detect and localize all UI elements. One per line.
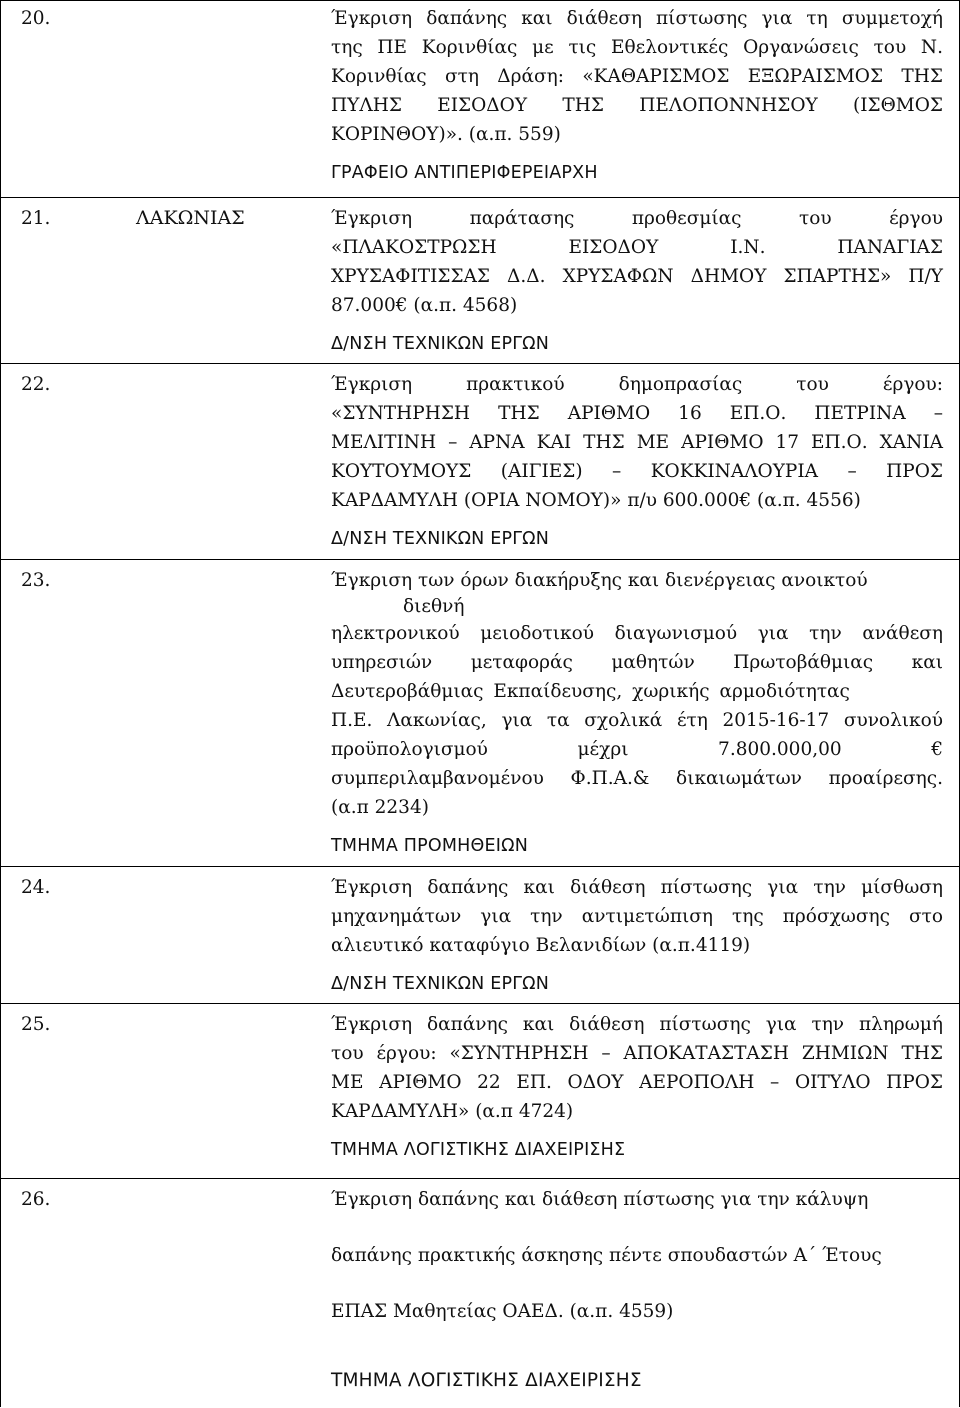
item-number: 25.	[21, 1014, 51, 1035]
item-description-line: Έγκριση πρακτικού δημοπρασίας του έργου:	[331, 374, 943, 395]
item-number: 20.	[21, 8, 51, 29]
agenda-row-23	[1, 560, 959, 867]
item-region	[74, 1, 331, 197]
item-number: 26.	[21, 1189, 51, 1210]
item-description-line: ΚΑΡΔΑΜΥΛΗ» (α.π 4724)	[331, 1101, 574, 1122]
agenda-row-25	[1, 1004, 959, 1179]
item-description-line: ΕΠΑΣ Μαθητείας ΟΑΕΔ. (α.π. 4559)	[331, 1301, 674, 1322]
item-description-line: Έγκριση παράτασης προθεσμίας του έργου	[331, 208, 943, 229]
item-description-line: ΚΑΡΔΑΜΥΛΗ (ΟΡΙΑ ΝΟΜΟΥ)» π/υ 600.000€ (α.π. 4556)	[331, 490, 861, 511]
item-department: ΤΜΗΜΑ ΛΟΓΙΣΤΙΚΗΣ ΔΙΑΧΕΙΡΙΣΗΣ	[331, 1140, 626, 1160]
item-description-line: ΧΡΥΣΑΦΙΤΙΣΣΑΣ Δ.Δ. ΧΡΥΣΑΦΩΝ ΔΗΜΟΥ ΣΠΑΡΤΗΣ» Π/Υ	[331, 266, 943, 287]
item-region	[74, 1179, 331, 1408]
item-body	[331, 1179, 959, 1408]
item-department: Δ/ΝΣΗ ΤΕΧΝΙΚΩΝ ΕΡΓΩΝ	[331, 974, 550, 994]
agenda-row-22	[1, 364, 959, 560]
item-description-line: Έγκριση δαπάνης και διάθεση πίστωσης για την πληρωμή	[331, 1014, 943, 1035]
item-body	[331, 198, 959, 363]
item-description-line: της ΠΕ Κορινθίας με τις Εθελοντικές Οργανώσεις του Ν.	[331, 37, 943, 58]
item-description-line: υπηρεσιών μεταφοράς μαθητών Πρωτοβάθμιας και	[331, 652, 943, 673]
item-number: 23.	[21, 570, 51, 591]
item-department: Δ/ΝΣΗ ΤΕΧΝΙΚΩΝ ΕΡΓΩΝ	[331, 529, 550, 549]
item-body	[331, 560, 959, 866]
item-number: 21.	[21, 208, 51, 229]
item-department: ΤΜΗΜΑ ΠΡΟΜΗΘΕΙΩΝ	[331, 836, 528, 856]
item-description-line: «ΠΛΑΚΟΣΤΡΩΣΗ ΕΙΣΟΔΟΥ Ι.Ν. ΠΑΝΑΓΙΑΣ	[331, 237, 943, 258]
item-description-line: δαπάνης πρακτικής άσκησης πέντε σπουδαστών Α΄ Έτους	[331, 1245, 882, 1266]
item-region	[74, 560, 331, 866]
item-description-line: προϋπολογισμού μέχρι 7.800.000,00 €	[331, 739, 943, 760]
item-department: ΤΜΗΜΑ ΛΟΓΙΣΤΙΚΗΣ ΔΙΑΧΕΙΡΙΣΗΣ	[331, 1370, 642, 1391]
item-number: 22.	[21, 374, 51, 395]
item-description-line: ΚΟΥΤΟΥΜΟΥΣ (ΑΙΓΙΕΣ) – ΚΟΚΚΙΝΑΛΟΥΡΙΑ – ΠΡΟΣ	[331, 461, 943, 482]
item-description-line: διεθνή	[403, 596, 465, 617]
item-region: ΛΑΚΩΝΙΑΣ	[136, 207, 245, 229]
item-body	[331, 1004, 959, 1178]
agenda-row-21	[1, 198, 959, 364]
item-description-line: ηλεκτρονικού μειοδοτικού διαγωνισμού για την ανάθεση	[331, 623, 943, 644]
item-department: Δ/ΝΣΗ ΤΕΧΝΙΚΩΝ ΕΡΓΩΝ	[331, 334, 550, 354]
item-description-line: μηχανημάτων για την αντιμετώπιση της πρόσχωσης στο	[331, 906, 943, 927]
item-description-line: (α.π 2234)	[331, 797, 429, 818]
item-description-line: ΜΕΛΙΤΙΝΗ – ΑΡΝΑ ΚΑΙ ΤΗΣ ΜΕ ΑΡΙΘΜΟ 17 ΕΠ.Ο. ΧΑΝΙΑ	[331, 432, 943, 453]
item-description-line: ΠΥΛΗΣ ΕΙΣΟΔΟΥ ΤΗΣ ΠΕΛΟΠΟΝΝΗΣΟΥ (ΙΣΘΜΟΣ	[331, 95, 943, 116]
item-description-line: ΚΟΡΙΝΘΟΥ)». (α.π. 559)	[331, 124, 561, 145]
agenda-row-24	[1, 867, 959, 1004]
item-region	[74, 867, 331, 1003]
item-description-line: ΜΕ ΑΡΙΘΜΟ 22 ΕΠ. ΟΔΟΥ ΑΕΡΟΠΟΛΗ – ΟΙΤΥΛΟ ΠΡΟΣ	[331, 1072, 943, 1093]
item-description-line: Π.Ε. Λακωνίας, για τα σχολικά έτη 2015-16-17 συνολικού	[331, 710, 943, 731]
item-description-line: Έγκριση δαπάνης και διάθεση πίστωσης για την μίσθωση	[331, 877, 943, 898]
item-department: ΓΡΑΦΕΙΟ ΑΝΤΙΠΕΡΙΦΕΡΕΙΑΡΧΗ	[331, 163, 598, 183]
item-body	[331, 364, 959, 559]
item-body	[331, 1, 959, 197]
agenda-row-26	[1, 1179, 959, 1408]
item-description-line: Δευτεροβάθμιας Εκπαίδευσης, χωρικής αρμοδιότητας	[331, 681, 850, 702]
item-description-line: «ΣΥΝΤΗΡΗΣΗ ΤΗΣ ΑΡΙΘΜΟ 16 ΕΠ.Ο. ΠΕΤΡΙΝΑ –	[331, 403, 943, 424]
item-description-line: Κορινθίας στη Δράση: «ΚΑΘΑΡΙΣΜΟΣ ΕΞΩΡΑΙΣΜΟΣ ΤΗΣ	[331, 66, 943, 87]
item-region	[74, 364, 331, 559]
item-description-line: Έγκριση δαπάνης και διάθεση πίστωσης για τη συμμετοχή	[331, 8, 943, 29]
item-description-line: Έγκριση δαπάνης και διάθεση πίστωσης για την κάλυψη	[331, 1189, 869, 1210]
item-description-line: Έγκριση των όρων διακήρυξης και διενέργειας ανοικτού	[331, 570, 868, 591]
item-description-line: του έργου: «ΣΥΝΤΗΡΗΣΗ – ΑΠΟΚΑΤΑΣΤΑΣΗ ΖΗΜΙΩΝ ΤΗΣ	[331, 1043, 943, 1064]
item-region	[74, 1004, 331, 1178]
item-description-line: αλιευτικό καταφύγιο Βελανιδίων (α.π.4119)	[331, 935, 751, 956]
item-description-line: 87.000€ (α.π. 4568)	[331, 295, 518, 316]
agenda-row-20	[1, 1, 959, 198]
item-body	[331, 867, 959, 1003]
item-description-line: συμπεριλαμβανομένου Φ.Π.Α.& δικαιωμάτων προαίρεσης.	[331, 768, 943, 789]
item-number: 24.	[21, 877, 51, 898]
